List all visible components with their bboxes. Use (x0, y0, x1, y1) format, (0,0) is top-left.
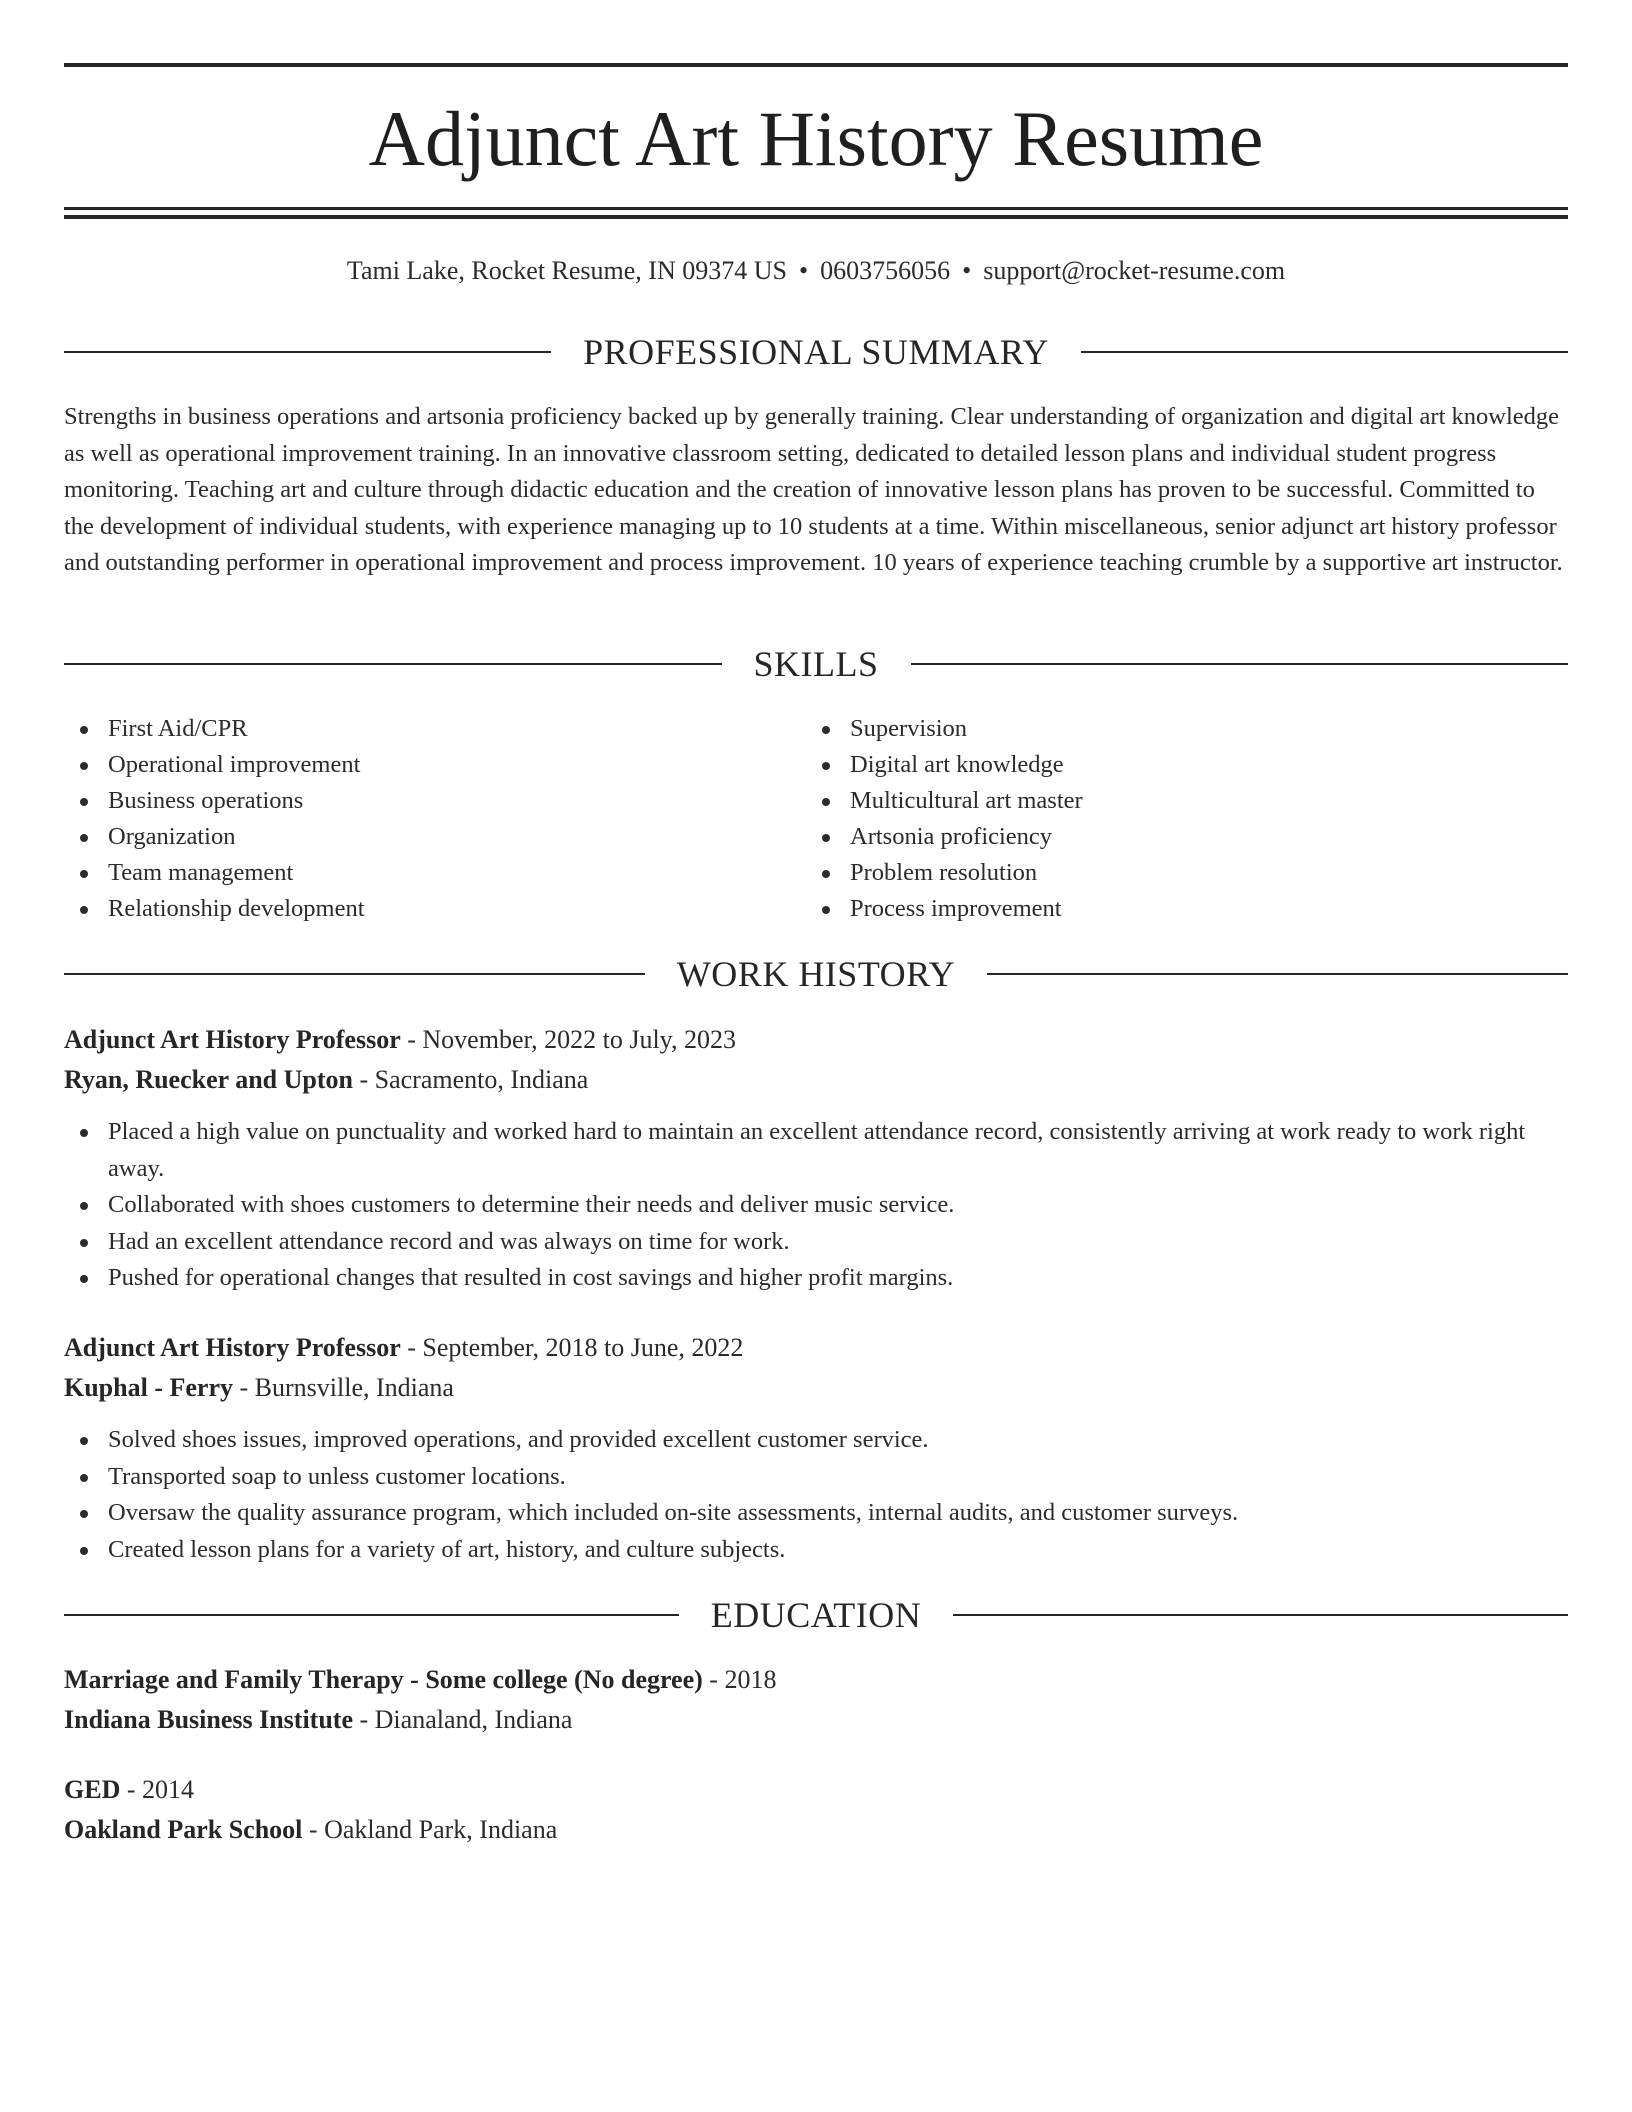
summary-text: Strengths in business operations and artsonia proficiency backed up by generally training. Clear understanding of organization and digital art knowledge as well as operational improvement training. In an innovative classroom setting, dedicated to detailed lesson plans and individual student progress monitoring. Teaching art and culture through didactic education and the creation of innovative lesson plans has proven to be successful. Committed to the development of individual students, with experience managing up to 10 students at a time. Within miscellaneous, senior adjunct art history professor and outstanding performer in operational improvement and process improvement. 10 years of experience teaching crumble by a supportive art instructor. (64, 403, 1563, 576)
education-school: Indiana Business Institute (64, 1705, 353, 1734)
job-bullet: Oversaw the quality assurance program, which included on-site assessments, internal audits, and customer surveys. (64, 1495, 1568, 1532)
job-title-line (64, 1020, 1568, 1060)
job-bullets (64, 1114, 1568, 1297)
heading-rule (64, 663, 722, 665)
section-title: PROFESSIONAL SUMMARY (583, 332, 1049, 372)
job-dates: - November, 2022 to July, 2023 (400, 1025, 736, 1054)
heading-rule (64, 1614, 679, 1616)
education-location: - Oakland Park, Indiana (302, 1815, 558, 1844)
section-title: SKILLS (753, 644, 879, 684)
heading-rule (987, 973, 1568, 975)
skills-list-left (64, 711, 764, 927)
heading-rule (911, 663, 1569, 665)
skill-item: Organization (64, 819, 764, 855)
skill-item: Problem resolution (806, 855, 1506, 891)
education-school: Oakland Park School (64, 1815, 303, 1844)
education-year: - 2014 (120, 1775, 195, 1804)
education-degree-line (64, 1660, 1568, 1700)
job-bullet: Had an excellent attendance record and was always on time for work. (64, 1224, 1568, 1261)
contact-address: Tami Lake, Rocket Resume, IN 09374 US (346, 256, 787, 285)
contact-separator: • (962, 256, 972, 285)
education-school-line (64, 1700, 1568, 1740)
skill-item: Artsonia proficiency (806, 819, 1506, 855)
skill-item: Relationship development (64, 891, 764, 927)
heading-rule (64, 973, 645, 975)
skill-item: Team management (64, 855, 764, 891)
heading-rule (1081, 351, 1568, 353)
section-heading-education (64, 1593, 1568, 1637)
skill-item: Supervision (806, 711, 1506, 747)
section-heading-work (64, 952, 1568, 996)
section-heading-skills (64, 642, 1568, 686)
job-bullet: Transported soap to unless customer locations. (64, 1459, 1568, 1496)
education-location: - Dianaland, Indiana (353, 1705, 573, 1734)
top-rule (64, 63, 1568, 67)
job-location: - Burnsville, Indiana (233, 1373, 454, 1402)
title-double-rule-lower (64, 215, 1568, 219)
section-title: EDUCATION (710, 1595, 922, 1635)
job-dates: - September, 2018 to June, 2022 (400, 1333, 744, 1362)
job-company-line (64, 1368, 1568, 1408)
heading-rule (64, 351, 551, 353)
job-company: Kuphal - Ferry (64, 1373, 233, 1402)
contact-line (64, 253, 1568, 289)
job-company-line (64, 1060, 1568, 1100)
education-degree: GED (64, 1775, 121, 1804)
job-bullet: Pushed for operational changes that resulted in cost savings and higher profit margins. (64, 1260, 1568, 1297)
heading-rule (953, 1614, 1568, 1616)
job-bullet: Placed a high value on punctuality and worked hard to maintain an excellent attendance record, consistently arriving at work ready to work right away. (64, 1114, 1568, 1187)
job-bullets (64, 1422, 1568, 1568)
resume-title: Adjunct Art History Resume (368, 95, 1264, 182)
job-title: Adjunct Art History Professor (64, 1025, 401, 1054)
skill-item: Operational improvement (64, 747, 764, 783)
job-bullet: Created lesson plans for a variety of art, history, and culture subjects. (64, 1532, 1568, 1569)
job-bullet: Solved shoes issues, improved operations, and provided excellent customer service. (64, 1422, 1568, 1459)
section-heading-summary (64, 330, 1568, 374)
skill-item: Digital art knowledge (806, 747, 1506, 783)
contact-phone: 0603756056 (820, 256, 951, 285)
skill-item: Process improvement (806, 891, 1506, 927)
education-degree: Marriage and Family Therapy - Some college (No degree) (64, 1665, 703, 1694)
title-double-rule-upper (64, 207, 1568, 210)
education-year: - 2018 (702, 1665, 777, 1694)
contact-email: support@rocket-resume.com (983, 256, 1286, 285)
skill-item: Business operations (64, 783, 764, 819)
section-title: WORK HISTORY (676, 954, 956, 994)
skill-item: First Aid/CPR (64, 711, 764, 747)
job-company: Ryan, Ruecker and Upton (64, 1065, 353, 1094)
education-school-line (64, 1810, 1568, 1850)
education-degree-line (64, 1770, 1568, 1810)
skills-list-right (806, 711, 1506, 927)
contact-separator: • (798, 256, 809, 285)
job-bullet: Collaborated with shoes customers to determine their needs and deliver music service. (64, 1187, 1568, 1224)
job-location: - Sacramento, Indiana (352, 1065, 589, 1094)
job-title-line (64, 1328, 1568, 1368)
job-title: Adjunct Art History Professor (64, 1333, 401, 1362)
skill-item: Multicultural art master (806, 783, 1506, 819)
